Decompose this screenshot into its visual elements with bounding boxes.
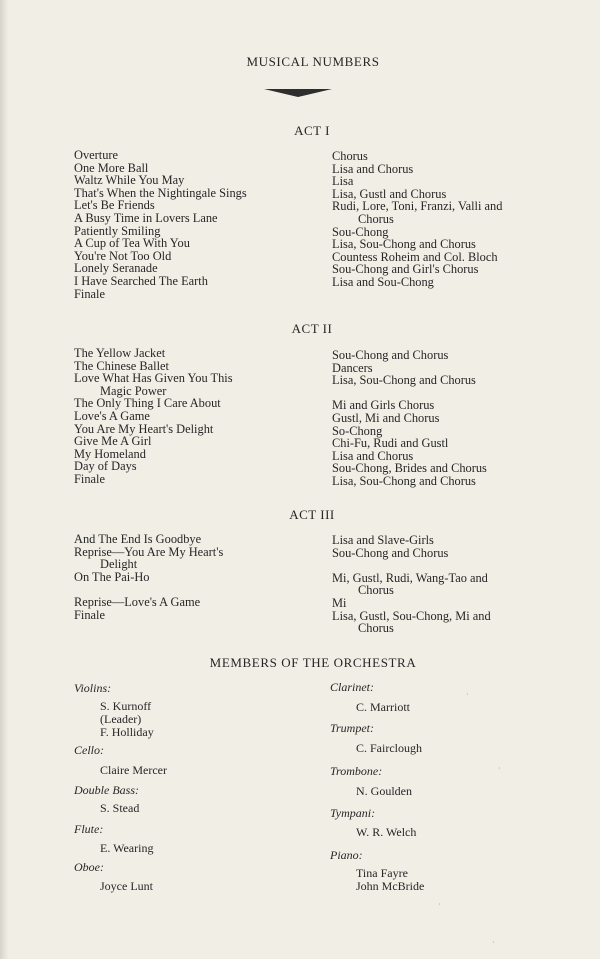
performer-item: So-Chong xyxy=(332,423,383,438)
section-label: Piano: xyxy=(330,848,363,862)
performer-item: Lisa, Gustl, Sou-Chong, Mi and xyxy=(332,608,491,623)
song-item: You Are My Heart's Delight xyxy=(74,421,214,436)
performer-item: Mi, Gustl, Rudi, Wang-Tao and xyxy=(332,570,488,585)
performer-item: Lisa and Chorus xyxy=(332,448,414,463)
song-item: My Homeland xyxy=(74,446,146,461)
act-3-title: ACT III xyxy=(289,507,335,522)
orchestra-section-cello xyxy=(74,743,167,777)
orchestra-section-trombone xyxy=(330,764,412,798)
performer-item: Lisa and Slave-Girls xyxy=(332,533,434,547)
orchestra-section-flute xyxy=(74,822,153,855)
orchestra-section-clarinet xyxy=(330,680,410,714)
song-item: Delight xyxy=(100,557,138,572)
performer-item: Chorus xyxy=(358,211,394,226)
orchestra-section-oboe xyxy=(74,860,153,893)
paper-speck: · xyxy=(438,900,441,909)
member-name: N. Goulden xyxy=(356,784,412,798)
song-item: One More Ball xyxy=(74,160,149,175)
orchestra-section-piano xyxy=(330,848,424,893)
section-label: Cello: xyxy=(74,743,104,757)
page-spine-shadow xyxy=(0,0,9,959)
ornament-divider-icon xyxy=(264,88,332,98)
song-item: Give Me A Girl xyxy=(74,434,152,449)
orchestra-section-double-bass xyxy=(74,783,139,815)
song-item: Love What Has Given You This xyxy=(74,371,233,386)
song-item: Magic Power xyxy=(100,383,167,398)
section-label: Tympani: xyxy=(330,806,376,820)
performer-item: Chi-Fu, Rudi and Gustl xyxy=(332,436,449,451)
member-name: (Leader) xyxy=(100,712,142,726)
act-2-title: ACT II xyxy=(291,321,333,336)
song-item: A Cup of Tea With You xyxy=(74,236,190,251)
act-1-performers xyxy=(332,150,502,289)
song-item: Overture xyxy=(74,148,119,162)
song-item: Reprise—You Are My Heart's xyxy=(74,544,224,559)
section-label: Oboe: xyxy=(74,860,104,874)
performer-item: Chorus xyxy=(358,621,394,636)
orchestra-title: MEMBERS OF THE ORCHESTRA xyxy=(209,655,417,670)
member-name: Claire Mercer xyxy=(100,763,167,777)
performer-item: Countess Roheim and Col. Bloch xyxy=(332,249,498,264)
orchestra-section-violins xyxy=(74,681,154,739)
performer-item: Mi and Girls Chorus xyxy=(332,398,435,413)
act-3-performers xyxy=(332,534,491,635)
song-item: Finale xyxy=(74,471,105,486)
song-item: On The Pai-Ho xyxy=(74,569,150,584)
page-title: MUSICAL NUMBERS xyxy=(246,54,380,69)
song-item: Let's Be Friends xyxy=(74,198,155,213)
song-item: I Have Searched The Earth xyxy=(74,273,208,288)
act-2-performers xyxy=(332,349,487,488)
song-item: The Yellow Jacket xyxy=(74,346,166,360)
song-item: Lonely Seranade xyxy=(74,261,158,276)
act-2-songs xyxy=(74,347,233,486)
performer-item: Lisa, Sou-Chong and Chorus xyxy=(332,373,476,388)
song-item: You're Not Too Old xyxy=(74,248,172,263)
member-name: F. Holliday xyxy=(100,725,154,739)
section-label: Trumpet: xyxy=(330,721,375,735)
performer-item: Mi xyxy=(332,595,347,610)
performer-item xyxy=(332,559,491,572)
performer-item: Lisa xyxy=(332,174,354,189)
song-item: Finale xyxy=(74,286,105,301)
member-name: Joyce Lunt xyxy=(100,879,153,893)
section-label: Flute: xyxy=(74,822,104,836)
song-item: Day of Days xyxy=(74,459,137,474)
performer-item: Sou-Chong and Girl's Chorus xyxy=(332,262,479,277)
section-label: Violins: xyxy=(74,681,112,695)
section-label: Trombone: xyxy=(330,764,383,778)
orchestra-section-tympani xyxy=(330,806,416,839)
member-name: S. Kurnoff xyxy=(100,699,152,713)
performer-item: Sou-Chong and Chorus xyxy=(332,545,449,560)
song-item: Patiently Smiling xyxy=(74,223,161,238)
performer-item: Lisa and Sou-Chong xyxy=(332,274,434,289)
act-1-songs xyxy=(74,149,247,300)
performer-item: Gustl, Mi and Chorus xyxy=(332,410,440,425)
performer-item: Lisa, Sou-Chong and Chorus xyxy=(332,237,476,252)
member-name: W. R. Welch xyxy=(356,825,417,839)
orchestra-section-trumpet xyxy=(330,721,422,755)
performer-item: Rudi, Lore, Toni, Franzi, Valli and xyxy=(332,199,503,214)
performer-item: Chorus xyxy=(358,583,394,598)
act-3-songs xyxy=(74,533,223,621)
member-name: Tina Fayre xyxy=(356,866,408,880)
song-item: And The End Is Goodbye xyxy=(74,532,202,546)
performer-item: Dancers xyxy=(332,360,373,375)
performer-item: Sou-Chong and Chorus xyxy=(332,348,449,362)
song-item: Waltz While You May xyxy=(74,173,185,188)
section-label: Double Bass: xyxy=(74,783,139,797)
member-name: S. Stead xyxy=(100,801,140,815)
song-item: The Chinese Ballet xyxy=(74,358,169,373)
member-name: John McBride xyxy=(356,879,425,893)
paper-speck: · xyxy=(498,764,501,773)
paper-speck: · xyxy=(466,690,469,699)
song-item: A Busy Time in Lovers Lane xyxy=(74,210,218,225)
song-item: The Only Thing I Care About xyxy=(74,396,221,411)
act-1-title: ACT I xyxy=(294,123,330,138)
song-item: Love's A Game xyxy=(74,408,150,423)
performer-item: Lisa, Sou-Chong and Chorus xyxy=(332,473,476,488)
song-item: Reprise—Love's A Game xyxy=(74,594,201,609)
member-name: C. Fairclough xyxy=(356,741,422,755)
performer-item: Sou-Chong xyxy=(332,224,389,239)
song-item: Finale xyxy=(74,607,105,622)
paper-speck: · xyxy=(492,938,495,947)
performer-item: Chorus xyxy=(332,149,368,163)
performer-item: Lisa, Gustl and Chorus xyxy=(332,186,447,201)
song-item: That's When the Nightingale Sings xyxy=(74,185,247,200)
performer-item: Lisa and Chorus xyxy=(332,161,414,176)
section-label: Clarinet: xyxy=(330,680,374,694)
member-name: C. Marriott xyxy=(356,700,410,714)
member-name: E. Wearing xyxy=(100,841,154,855)
performer-item: Sou-Chong, Brides and Chorus xyxy=(332,461,487,476)
